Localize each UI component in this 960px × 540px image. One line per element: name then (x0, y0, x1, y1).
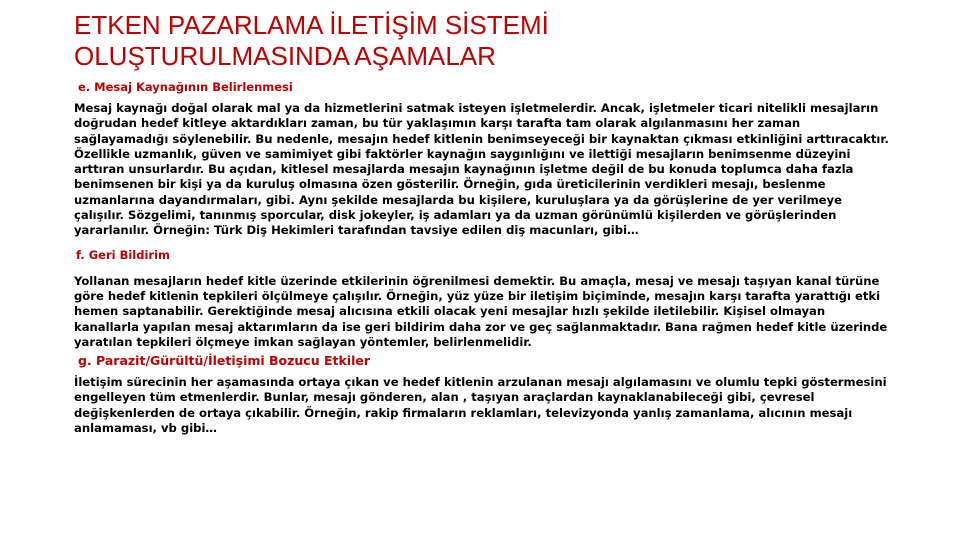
section-heading-noise: g. Parazit/Gürültü/İletişimi Bozucu Etkiler (78, 353, 371, 369)
slide-body (74, 80, 889, 436)
section-text-noise: İletişim sürecinin her aşamasında ortaya çıkan ve hedef kitlenin arzulanan mesajı algılamasını ve olumlu tepki göstermesini engelleyen tüm etmenlerdir. Bunlar, mesajı gönderen, alan , taşıyan araçlardan kaynaklanabileceği gibi, çevresel değişkenlerden de ortaya çıkabilir. Örneğin, rakip firmaların reklamları, televizyonda yanlış zamanlama, alıcının mesajı anlamaması, vb gibi… (74, 375, 887, 436)
section-heading-feedback: f. Geri Bildirim (76, 247, 171, 262)
slide-title-line-2: OLUŞTURULMASINDA AŞAMALAR (74, 41, 496, 71)
section-text-feedback: Yollanan mesajların hedef kitle üzerinde etkilerinin öğrenilmesi demektir. Bu amaçla, mesaj ve mesajı taşıyan kanal türüne göre hedef kitlenin tepkileri ölçülmeye çalışılır. Örneğin, yüz yüze bir iletişim biçiminde, mesajın karşı tarafta yarattığı etki hemen saptanabilir. Gerektiğinde mesaj alıcısına etkili olacak yeni mesajlar hızlı şekilde iletilebilir. Kişisel olmayan kanallarla yapılan mesaj aktarımların da ise geri bildirim daha zor ve geç sağlanmaktadır. Bana rağmen hedef kitle üzerinde yaratılan tepkileri ölçmeye imkan sağlayan yöntemler, belirlenmelidir. (74, 273, 888, 349)
slide-title-line-1: ETKEN PAZARLAMA İLETİŞİM SİSTEMİ (74, 10, 549, 40)
section-heading-message-source: e. Mesaj Kaynağının Belirlenmesi (78, 80, 293, 94)
slide-title (74, 10, 894, 72)
section-text-message-source: Mesaj kaynağı doğal olarak mal ya da hizmetlerini satmak isteyen işletmelerdir. Ancak, işletmeler ticari nitelikli mesajların doğrudan hedef kitleye aktardıkları zaman, bu tür yaklaşımın karşı tarafta tam olarak algılanmasını her zaman sağlayamadığı söylenebilir. Bu nedenle, mesajın hedef kitlenin benimseyeceği bir kaynaktan çıkması etkinliğini arttıracaktır. Özellikle uzmanlık, güven ve samimiyet gibi faktörler kaynağın saygınlığını ve ilettiği mesajların benimsenme düzeyini arttıran unsurlardır. Bu açıdan, kitlesel mesajlarda mesajın kaynağının işletme değil de bu konuda toplumca daha fazla benimsenen bir kişi ya da kuruluş olmasına özen gösterilir. Örneğin, gıda üreticilerinin verdikleri mesajı, beslenme uzmanlarına dayandırmaları, gibi. Aynı şekilde mesajlarda bu kişilere, kuruluşlara ya da görüşlerine de yer verilmeye çalışılır. Sözgelimi, tanınmış sporcular, disk jokeyler, iş adamları ya da uzman görünümlü kişilerden ve görüşlerinden yararlanılır. Örneğin: Türk Diş Hekimleri tarafından tavsiye edilen diş macunları, gibi… (74, 101, 889, 238)
